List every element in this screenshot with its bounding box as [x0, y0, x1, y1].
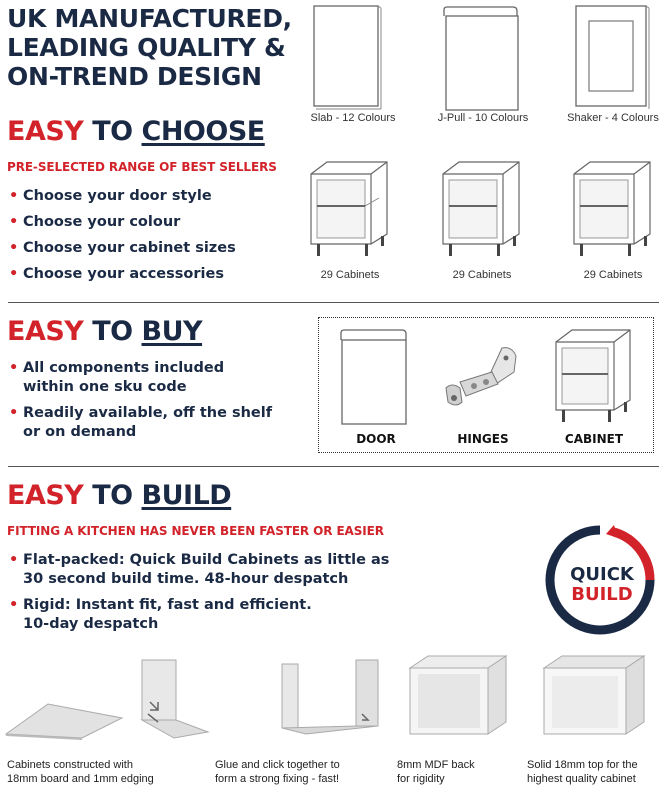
headline-line-2: LEADING QUALITY & [7, 33, 286, 62]
list-item: • Choose your door style [7, 187, 236, 206]
headline-line-3: ON-TREND DESIGN [7, 62, 262, 91]
cabinet-label: CABINET [564, 432, 624, 446]
jpull-door-image [443, 4, 523, 112]
section-divider [8, 466, 659, 467]
list-item: • Choose your colour [7, 213, 236, 232]
cabinet-image [309, 160, 391, 260]
step-caption: 8mm MDF back for rigidity [397, 759, 475, 785]
list-item: • Rigid: Instant fit, fast and efficient. 10-day despatch [7, 596, 389, 634]
step-caption: Solid 18mm top for the highest quality cabinet [527, 759, 638, 785]
step-caption: Glue and click together to form a strong fixing - fast! [215, 759, 340, 785]
section-divider [8, 302, 659, 303]
l-panel-image [136, 658, 210, 740]
list-item: • Readily available, off the shelf or on demand [7, 404, 272, 442]
page-headline [7, 4, 292, 91]
build-subtitle: FITTING A KITCHEN HAS NEVER BEEN FASTER OR EASIER [7, 524, 384, 538]
door-label: DOOR [356, 432, 396, 446]
step-caption: Cabinets constructed with 18mm board and 1mm edging [7, 759, 154, 785]
headline-line-1: UK MANUFACTURED, [7, 4, 292, 33]
door-caption: Shaker - 4 Colours [567, 112, 659, 124]
choose-bullet-list [7, 187, 236, 284]
easy-to-buy-heading: EASY TO BUY [7, 316, 203, 347]
door-caption: Slab - 12 Colours [310, 112, 396, 124]
easy-to-build-heading: EASY TO BUILD [7, 480, 232, 511]
easy-to-choose-heading: EASY TO CHOOSE [7, 116, 265, 147]
cabinet-image [572, 160, 654, 260]
door-component-image [340, 328, 410, 428]
list-item: • Choose your cabinet sizes [7, 239, 236, 258]
badge-text-quick: QUICK [570, 564, 634, 585]
list-item: • Flat-packed: Quick Build Cabinets as little as 30 second build time. 48-hour despatch [7, 551, 389, 589]
u-panel-image [276, 658, 386, 740]
cabinet-caption: 29 Cabinets [320, 269, 380, 281]
cabinet-image [441, 160, 523, 260]
list-item: • Choose your accessories [7, 265, 236, 284]
list-item: • All components included within one sku code [7, 359, 272, 397]
build-bullet-list [7, 551, 389, 634]
shaker-door-image [575, 5, 651, 111]
slab-door-image [313, 5, 383, 111]
quick-build-badge [544, 524, 656, 636]
badge-text-build: BUILD [571, 584, 633, 605]
door-caption: J-Pull - 10 Colours [437, 112, 529, 124]
hinges-component-image [440, 344, 522, 414]
cabinet-caption: 29 Cabinets [452, 269, 512, 281]
box-top-image [538, 654, 648, 742]
cabinet-caption: 29 Cabinets [583, 269, 643, 281]
flat-board-image [4, 700, 124, 740]
choose-subtitle: PRE-SELECTED RANGE OF BEST SELLERS [7, 160, 277, 174]
cabinet-component-image [554, 328, 634, 428]
box-back-image [404, 654, 510, 742]
buy-bullet-list [7, 359, 272, 442]
hinges-label: HINGES [457, 432, 509, 446]
